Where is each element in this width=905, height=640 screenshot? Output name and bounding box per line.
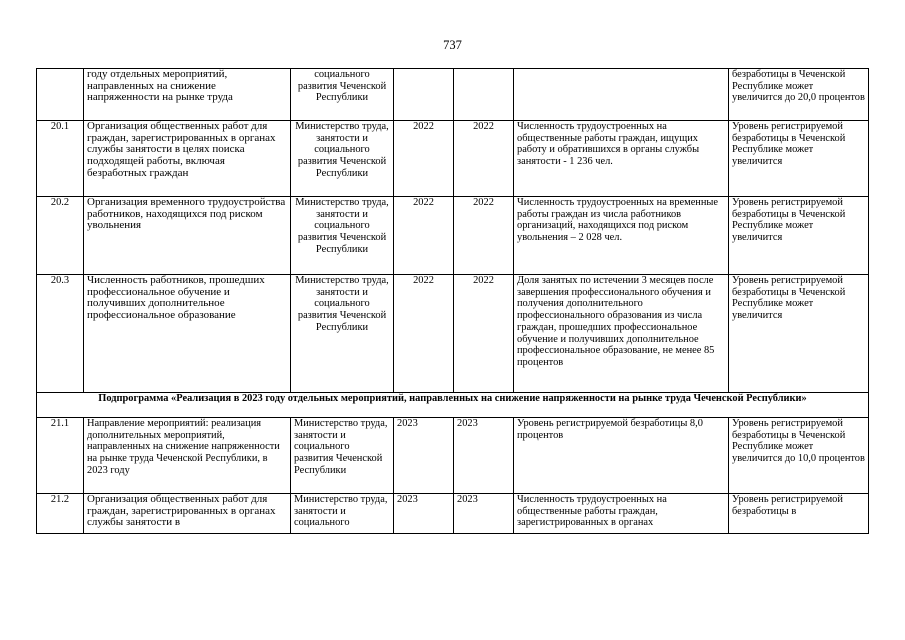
executor-cell: Министерство труда, занятости и социального развития Чеченской Республики bbox=[291, 121, 394, 197]
subprogram-header: Подпрограмма «Реализация в 2023 году отдельных мероприятий, направленных на снижение напряженности на рынке труда Чеченской Республики» bbox=[37, 393, 869, 418]
activity-cell: Численность работников, прошедших профессиональное обучение и получивших дополнительное профессиональное образование bbox=[84, 275, 291, 393]
end-year-cell: 2022 bbox=[454, 121, 514, 197]
table-row bbox=[37, 494, 869, 534]
risk-cell: Уровень регистрируемой безработицы в Чеченской Республике может увеличится bbox=[729, 121, 869, 197]
activity-cell: Направление мероприятий: реализация дополнительных мероприятий, направленных на снижение напряженности на рынке труда Чеченской Республики, в 2023 году bbox=[84, 418, 291, 494]
page-number: 737 bbox=[443, 38, 462, 52]
start-year-cell: 2023 bbox=[394, 418, 454, 494]
activity-cell: Организация общественных работ для граждан, зарегистрированных в органах службы занятости в bbox=[84, 494, 291, 534]
subprogram-header-row bbox=[37, 393, 869, 418]
row-number: 20.3 bbox=[37, 275, 84, 393]
risk-cell: безработицы в Чеченской Республике может увеличится до 20,0 процентов bbox=[729, 69, 869, 121]
row-number: 20.1 bbox=[37, 121, 84, 197]
row-number: 21.1 bbox=[37, 418, 84, 494]
activity-cell: году отдельных мероприятий, направленных на снижение напряженности на рынке труда bbox=[84, 69, 291, 121]
table-row bbox=[37, 121, 869, 197]
risk-cell: Уровень регистрируемой безработицы в Чеченской Республике может увеличится bbox=[729, 275, 869, 393]
end-year-cell: 2023 bbox=[454, 494, 514, 534]
executor-cell: Министерство труда, занятости и социального развития Чеченской Республики bbox=[291, 197, 394, 275]
end-year-cell: 2023 bbox=[454, 418, 514, 494]
row-number: 21.2 bbox=[37, 494, 84, 534]
executor-cell: социального развития Чеченской Республики bbox=[291, 69, 394, 121]
start-year-cell: 2022 bbox=[394, 197, 454, 275]
result-cell: Уровень регистрируемой безработицы 8,0 процентов bbox=[514, 418, 729, 494]
result-cell: Численность трудоустроенных на общественные работы граждан, ищущих работу и обратившихся в органы службы занятости - 1 236 чел. bbox=[514, 121, 729, 197]
activity-cell: Организация временного трудоустройства работников, находящихся под риском увольнения bbox=[84, 197, 291, 275]
result-cell: Доля занятых по истечении 3 месяцев после завершения профессионального обучения и получения дополнительного профессионального образования из числа граждан, прошедших профессиональное обучение и получивших дополнительное профессиональное образование, не менее 85 процентов bbox=[514, 275, 729, 393]
start-year-cell: 2022 bbox=[394, 275, 454, 393]
executor-cell: Министерство труда, занятости и социального bbox=[291, 494, 394, 534]
start-year-cell: 2023 bbox=[394, 494, 454, 534]
risk-cell: Уровень регистрируемой безработицы в Чеченской Республике может увеличится bbox=[729, 197, 869, 275]
executor-cell: Министерство труда, занятости и социального развития Чеченской Республики bbox=[291, 418, 394, 494]
risk-cell: Уровень регистрируемой безработицы в Чеченской Республике может увеличится до 10,0 процентов bbox=[729, 418, 869, 494]
row-number: 20.2 bbox=[37, 197, 84, 275]
activity-cell: Организация общественных работ для граждан, зарегистрированных в органах службы занятости в целях поиска подходящей работы, включая безработных граждан bbox=[84, 121, 291, 197]
row-number bbox=[37, 69, 84, 121]
result-cell: Численность трудоустроенных на общественные работы граждан, зарегистрированных в органах bbox=[514, 494, 729, 534]
end-year-cell: 2022 bbox=[454, 275, 514, 393]
end-year-cell bbox=[454, 69, 514, 121]
start-year-cell bbox=[394, 69, 454, 121]
risk-cell: Уровень регистрируемой безработицы в bbox=[729, 494, 869, 534]
result-cell: Численность трудоустроенных на временные работы граждан из числа работников организаций, находящихся под риском увольнения – 2 028 чел. bbox=[514, 197, 729, 275]
result-cell bbox=[514, 69, 729, 121]
measures-table bbox=[36, 68, 869, 534]
table-row bbox=[37, 197, 869, 275]
table-row bbox=[37, 69, 869, 121]
table-row bbox=[37, 418, 869, 494]
table-row bbox=[37, 275, 869, 393]
executor-cell: Министерство труда, занятости и социального развития Чеченской Республики bbox=[291, 275, 394, 393]
start-year-cell: 2022 bbox=[394, 121, 454, 197]
end-year-cell: 2022 bbox=[454, 197, 514, 275]
